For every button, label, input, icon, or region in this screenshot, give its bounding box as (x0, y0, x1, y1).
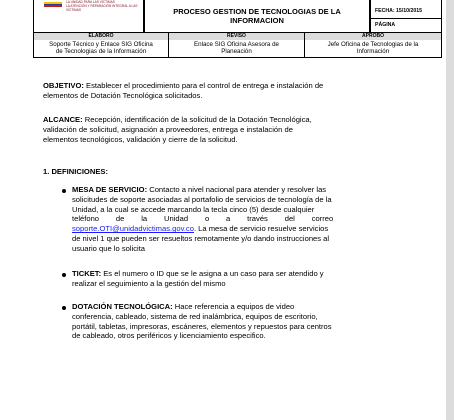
definiciones-heading: 1. DEFINICIONES: (43, 167, 108, 176)
approval-table (33, 33, 442, 58)
bullet-icon (62, 189, 66, 193)
meta-cell (370, 0, 442, 33)
ticket-definition: TICKET: Es el numero o ID que se le asigna a un caso para ser atendido y realizar el seguimiento a la gestión del mismo (72, 269, 324, 288)
logo-text: LA UNIDAD PARA LAS VÍCTIMAS LA ATENCIÓN Y REPARACIÓN INTEGRAL A LAS VÍCTIMAS (66, 0, 138, 12)
bullet-icon (62, 306, 66, 310)
objetivo-paragraph: OBJETIVO: Establecer el procedimiento para el control de entrega e instalación de elementos de Dotación Tecnológica solicitados. (43, 81, 324, 100)
alcance-paragraph: ALCANCE: Recepción, identificación de la solicitud de la Dotación Tecnológica, validación de solicitud, asignación a proveedores, entrega e instalación de elementos tecnológicos, validación y cierre de la solicitud. (43, 115, 312, 144)
elaboro-header: ELABORO (33, 33, 169, 40)
reviso-value: Enlace SIG Oficina Asesora de Planeación (169, 40, 305, 57)
reviso-header: REVISO (169, 33, 305, 40)
process-title: PROCESO GESTION DE TECNOLOGIAS DE LA INFORMACION (144, 0, 370, 33)
pagina-label: PÁGINA (375, 22, 396, 28)
elaboro-value: Soporte Técnico y Enlace SIG Oficina de Tecnologias de la Información (33, 40, 169, 57)
fecha-label: FECHA: 15/10/2015 (375, 8, 422, 14)
bullet-icon (62, 273, 66, 277)
document-header (33, 0, 442, 33)
aprobo-header: APROBO (305, 33, 442, 40)
page-edge-shadow (446, 0, 454, 420)
logo-cell (33, 0, 144, 33)
mesa-de-servicio-definition: MESA DE SERVICIO: Contacto a nivel nacional para atender y resolver las solicitudes de soporte asociadas al portafolio de servicios de tecnología de la Unidad, a la cual se accede marcando la tecla cinco (5) desde cualquier teléfono de la Unidad o a través del correo soporte.OTI@unidadvictimas.gov.co. La mesa de servicio resuelve servicios de nivel 1 que pueden ser resueltos remotamente y/o dando instrucciones al usuario que lo solicita (72, 185, 334, 253)
support-email-link[interactable]: soporte.OTI@unidadvictimas.gov.co (72, 224, 194, 234)
colombia-flag-icon (44, 2, 62, 6)
aprobo-value: Jefe Oficina de Tecnologias de la Información (305, 40, 442, 57)
dotacion-tecnologica-definition: DOTACIÓN TECNOLÓGICA: Hace referencia a equipos de video conferencia, cableado, sistema de red inalámbrica, equipos de escritorio, portátil, tabletas, impresoras, escáneres, elementos y repuestos para centros de cableado, otros periféricos y licenciamiento especifico. (72, 302, 332, 341)
